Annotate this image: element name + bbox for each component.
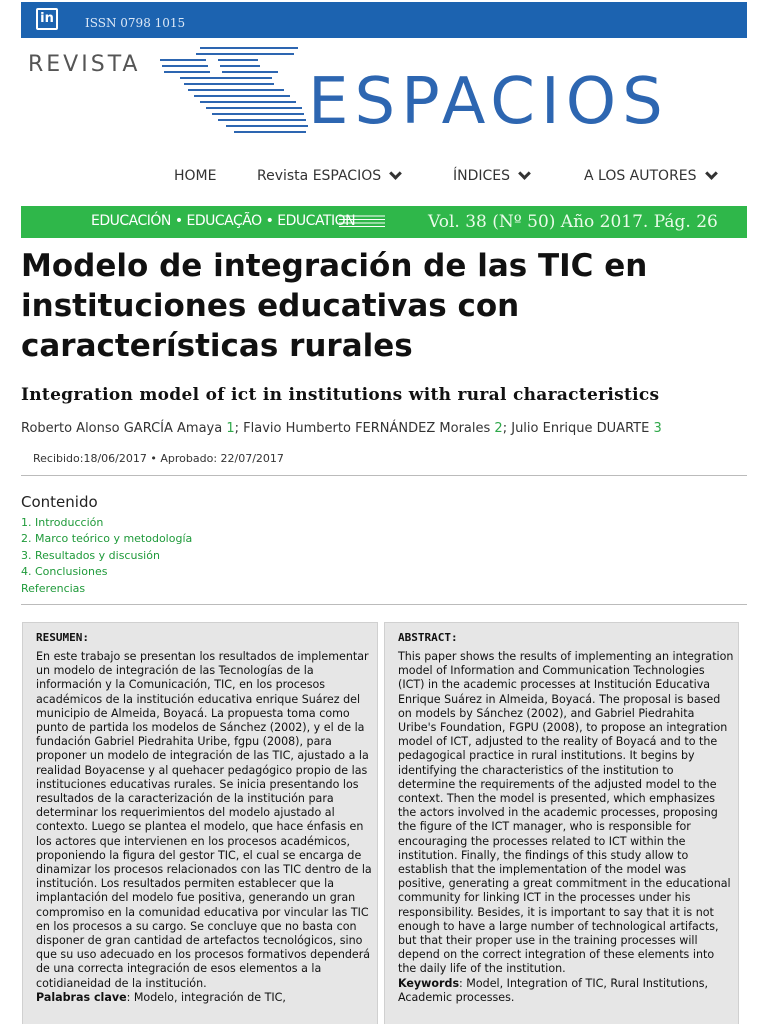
main-nav: [0, 168, 768, 190]
divider: [21, 604, 747, 605]
keywords-es-label: Palabras clave: [36, 990, 127, 1004]
contents-link[interactable]: 4. Conclusiones: [21, 565, 108, 579]
contents-link[interactable]: Referencias: [21, 581, 86, 595]
volume-info: Vol. 38 (Nº 50) Año 2017. Pág. 26: [428, 212, 718, 232]
author-ref-link[interactable]: 3: [653, 421, 662, 436]
nav-autores-label: A LOS AUTORES: [584, 168, 697, 184]
abstract-es-panel: [22, 622, 378, 1024]
author-name: Roberto Alonso GARCÍA Amaya: [21, 421, 223, 436]
abstract-en-panel: [384, 622, 739, 1024]
abstract-es-label: RESUMEN:: [36, 631, 89, 644]
article-subtitle: Integration model of ict in institutions with rural characteristics: [21, 385, 660, 405]
logo-speed-lines-icon: [160, 46, 310, 138]
keywords-en-text: : Model, Integration of TIC, Rural Institutions, Academic processes.: [398, 976, 709, 1004]
author-separator: ;: [234, 421, 240, 436]
chevron-down-icon: [518, 167, 531, 180]
contents-heading: Contenido: [21, 493, 98, 511]
contents-link[interactable]: 2. Marco teórico y metodología: [21, 532, 193, 546]
abstracts: [22, 614, 750, 1024]
nav-home-label: HOME: [174, 168, 217, 184]
chevron-down-icon: [389, 167, 402, 180]
author-ref-link[interactable]: 1: [226, 421, 235, 436]
linkedin-icon[interactable]: in: [36, 8, 58, 30]
nav-autores[interactable]: [584, 168, 716, 184]
section-bar: [21, 206, 747, 238]
chevron-down-icon: [705, 167, 718, 180]
author-ref-link[interactable]: 2: [494, 421, 503, 436]
author-name: Flavio Humberto FERNÁNDEZ Morales: [243, 421, 491, 436]
issn-label: ISSN 0798 1015: [85, 16, 186, 30]
contents-link[interactable]: 1. Introducción: [21, 516, 104, 529]
received-approved-dates: Recibido:18/06/2017 • Aprobado: 22/07/2017: [33, 452, 284, 465]
abstract-en-body: This paper shows the results of implementing an integration model of Information and Communication Technologies (ICT) in the academic processes at Institución Educativa Enrique Suárez in Almeida, Boyacá. The proposal is based on models by Sánchez (2002), and Gabriel Piedrahita Uribe's Foundation, FGPU (2008), to propose an integration model of ICT, adjusted to the reality of Boyacá and to the pedagogical practice in rural institutions. It begins by identifying the characteristics of the institution to determine the requirements of the adjusted model to the context. Then the model is presented, which emphasizes the actors involved in the academic processes, proposing the figure of the ICT manager, who is responsible for encouraging the processes related to ICT within the institution. Finally, the findings of this study allow to establish that the implementation of the model was positive, generating a great commitment in the educational community for linking ICT in the processes under his responsibility. Besides, it is important to say that it is not enough to have a large number of technological artifacts, but that their proper use in the training processes will depend on the correct integration of these elements into the daily life of the institution.: [398, 650, 734, 976]
abstract-es-body: En este trabajo se presentan los resultados de implementar un modelo de integración de las Tecnologías de la información y la Comunicación, TIC, en los procesos académicos de la institución educativa enrique Suárez del municipio de Almeida, Boyacá. La propuesta toma como punto de partida los modelos de Sánchez (2002), y el de la fundación Gabriel Piedrahita Uribe, fgpu (2008), para proponer un modelo de integración de las TIC, ajustado a la realidad Boyacense y al quehacer pedagógico propio de las instituciones educativas rurales. Se inicia presentando los resultados de la caracterización de la institución para determinar los requerimientos del modelo ajustado al contexto. Luego se plantea el modelo, que hace énfasis en los actores que intervienen en los procesos académicos, proponiendo la figura del gestor TIC, el cual se encarga de dinamizar los procesos relacionados con las TIC dentro de la institución. Los resultados permiten establecer que la implantación del modelo fue positiva, generando un gran compromiso en la comunidad educativa por vincular las TIC en los procesos a su cargo. Se concluye que no basta con disponer de gran cantidad de artefactos tecnológicos, sino que su uso adecuado en los procesos formativos dependerá de una correcta integración de esos elementos a la cotidianeidad de la institución.: [36, 650, 372, 990]
divider: [21, 475, 747, 476]
contents-link[interactable]: 3. Resultados y discusión: [21, 548, 160, 562]
author-name: Julio Enrique DUARTE: [511, 421, 650, 436]
section-category[interactable]: EDUCACIÓN • EDUCAÇÃO • EDUCATION: [91, 213, 356, 229]
contents-list: [21, 515, 192, 597]
top-bar: [21, 2, 747, 38]
nav-revista-label: Revista ESPACIOS: [257, 168, 382, 184]
abstract-es-text: [36, 650, 373, 1005]
abstract-en-label: ABSTRACT:: [398, 631, 458, 644]
nav-indices[interactable]: [453, 168, 529, 184]
nav-indices-label: ÍNDICES: [453, 168, 511, 184]
abstract-en-text: [398, 650, 734, 1005]
author-list: [21, 421, 662, 436]
author-separator: ;: [502, 421, 508, 436]
keywords-en-label: Keywords: [398, 976, 460, 990]
speed-lines-icon: [339, 215, 385, 229]
article-title: Modelo de integración de las TIC en instituciones educativas con características rurales: [21, 248, 648, 364]
nav-home[interactable]: [174, 168, 216, 184]
logo-espacios-text: ESPACIOS: [308, 65, 669, 139]
logo-revista-text: REVISTA: [28, 52, 141, 77]
keywords-es-text: : Modelo, integración de TIC,: [126, 990, 286, 1004]
nav-revista-espacios[interactable]: [257, 168, 400, 184]
